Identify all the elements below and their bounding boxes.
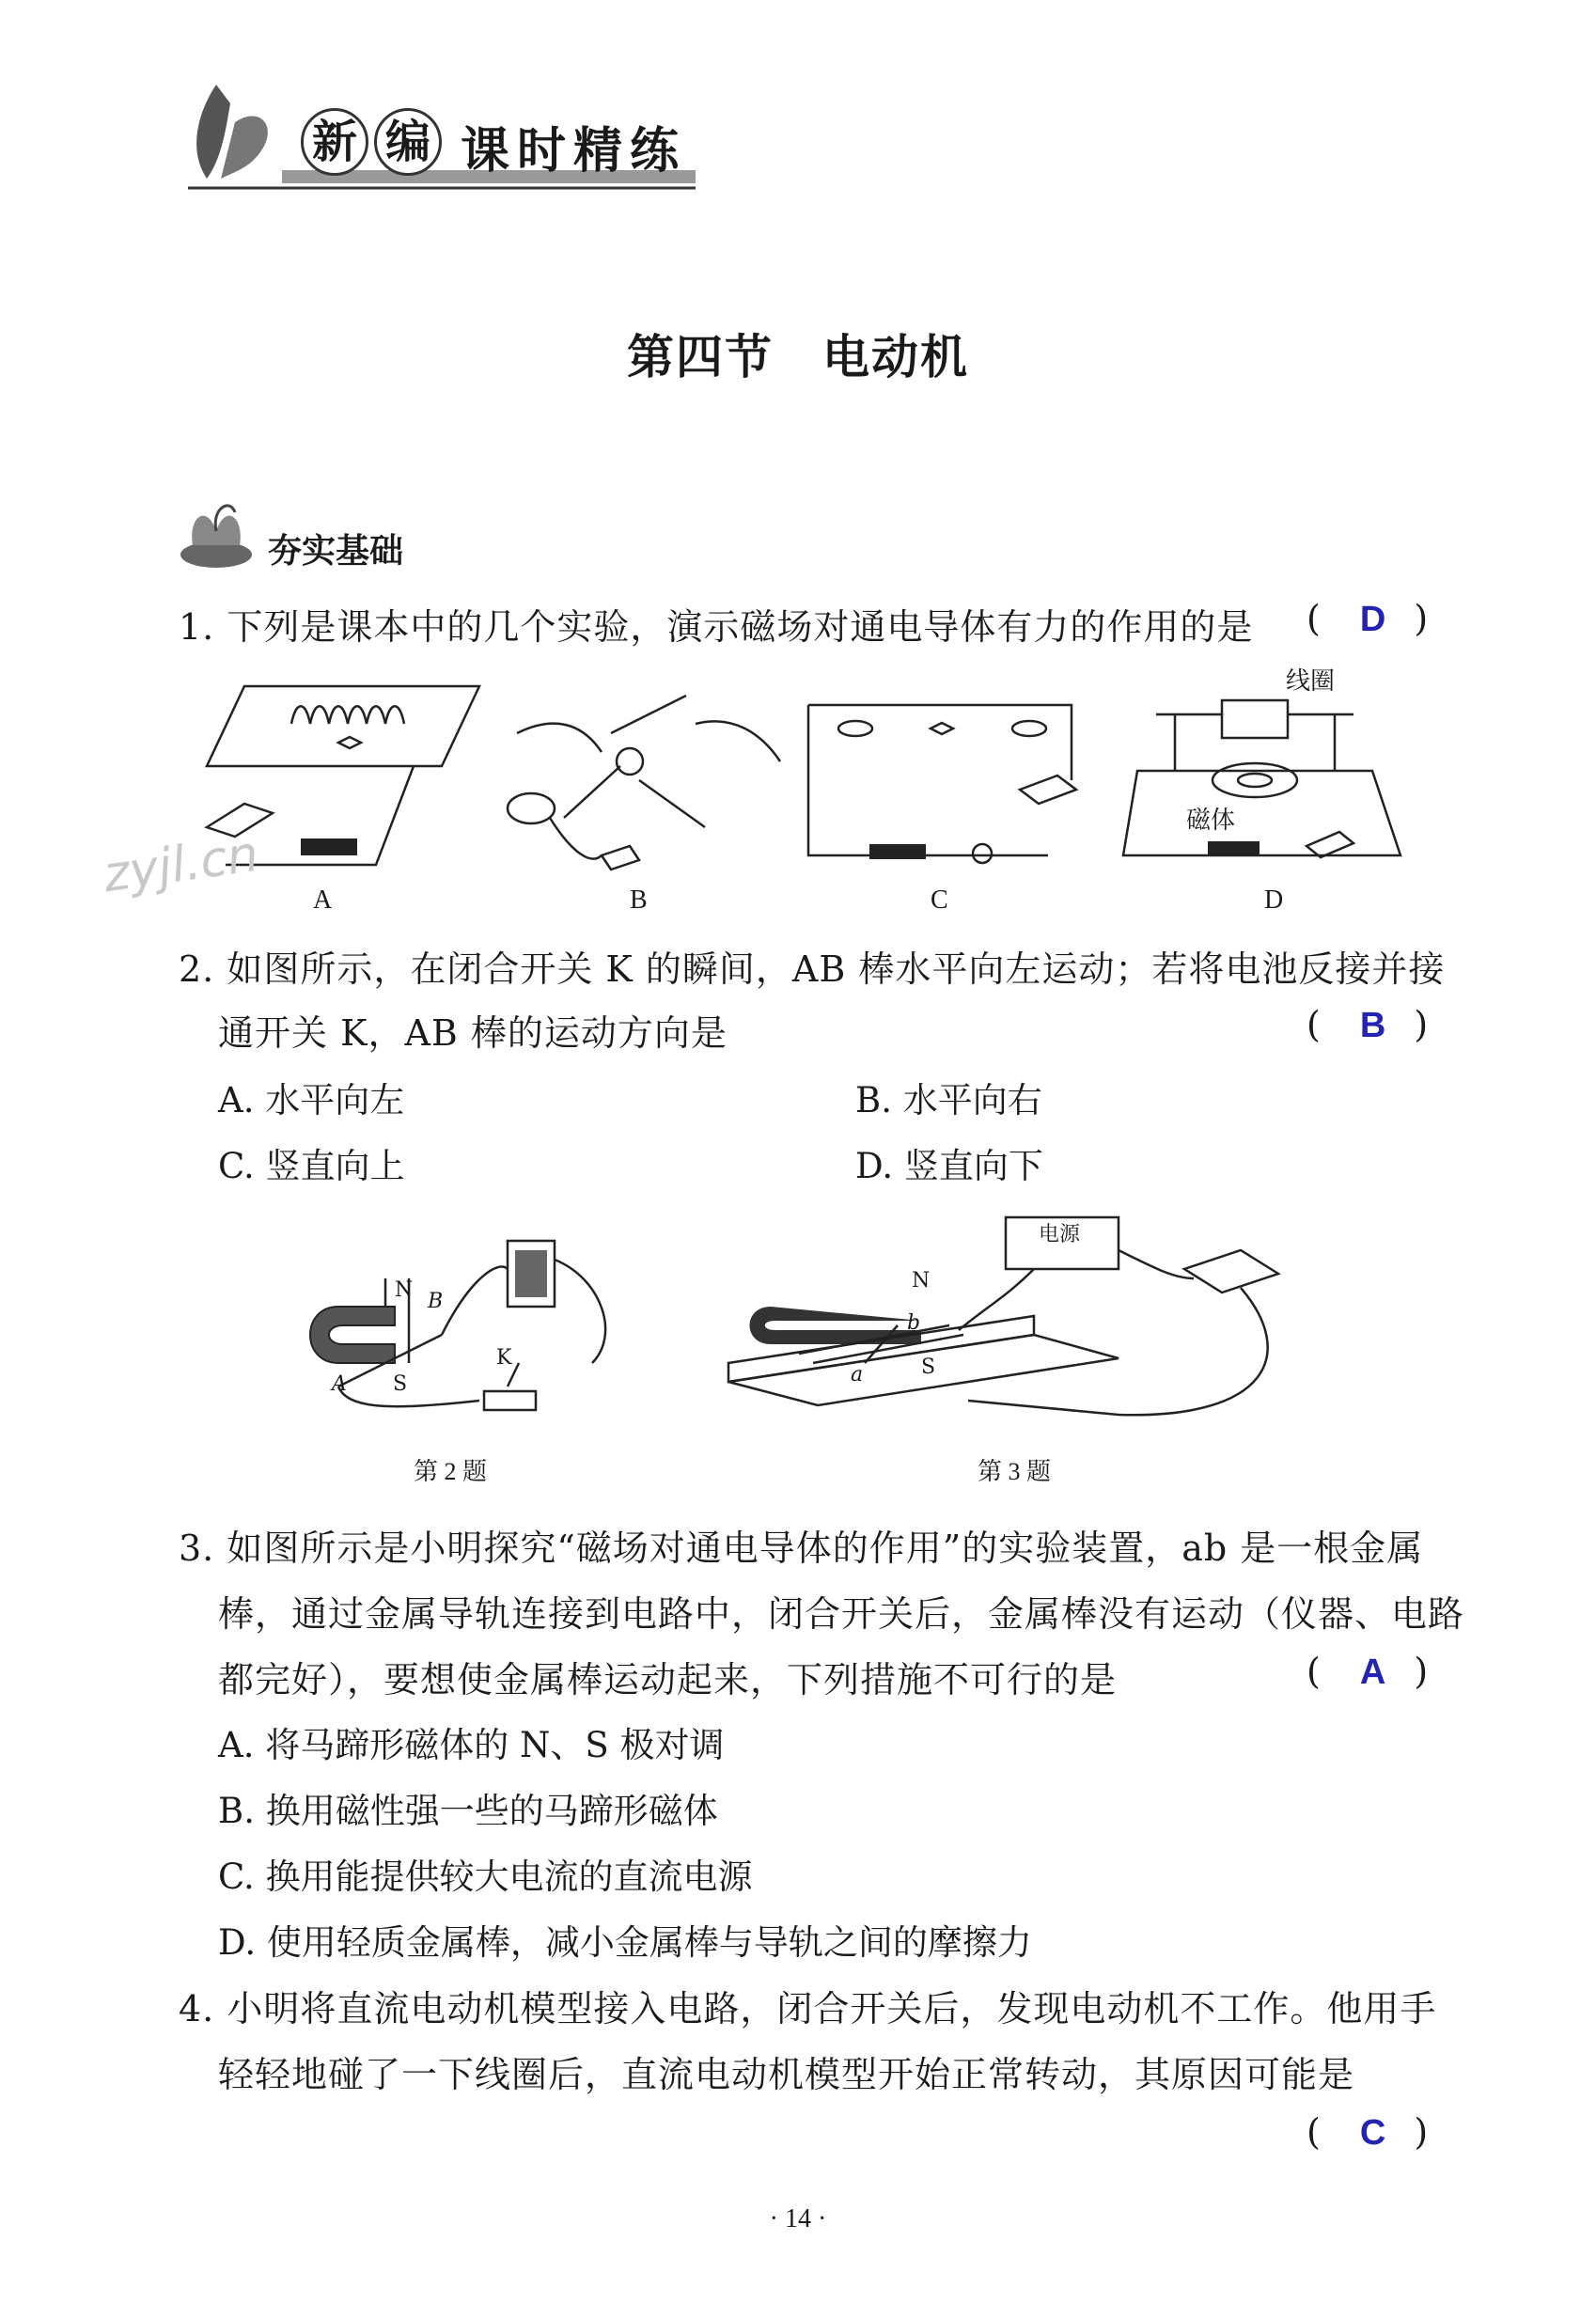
- q1-figure-b: [498, 677, 799, 884]
- watermark: zyjl.cn: [100, 825, 262, 904]
- q1-label-a: A: [313, 885, 333, 915]
- q1-figure-c: [804, 686, 1086, 884]
- fig2-s: S: [393, 1372, 408, 1396]
- q1-coil-label: 线圈: [1286, 667, 1336, 695]
- brand-char-1: 新: [301, 108, 368, 176]
- fig2-a: A: [332, 1372, 347, 1396]
- q3-option-a: A. 将马蹄形磁体的 N、S 极对调: [218, 1725, 725, 1765]
- question-4-answer: ( C ): [1307, 2111, 1429, 2153]
- question-4-line-1: 4. 小明将直流电动机模型接入电路，闭合开关后，发现电动机不工作。他用手: [179, 1988, 1437, 2029]
- question-2-answer: ( B ): [1307, 1004, 1429, 1045]
- q3-option-d: D. 使用轻质金属棒，减小金属棒与导轨之间的摩擦力: [218, 1922, 1032, 1963]
- q1-magnet-label: 磁体: [1186, 807, 1236, 834]
- q3-option-b: B. 换用磁性强一些的马蹄形磁体: [218, 1791, 718, 1831]
- q1-figure-d: [1119, 686, 1419, 884]
- answer-letter: B: [1359, 1006, 1386, 1045]
- q1-label-d: D: [1264, 885, 1284, 915]
- question-3-line-2: 棒，通过金属导轨连接到电路中，闭合开关后，金属棒没有运动（仪器、电路: [218, 1593, 1465, 1635]
- question-3-answer: ( A ): [1307, 1651, 1429, 1692]
- header-logo: [179, 66, 705, 197]
- fig2-b: B: [428, 1290, 444, 1313]
- question-3-line-1: 3. 如图所示是小明探究“磁场对通电导体的作用”的实验装置，ab 是一根金属: [179, 1528, 1424, 1569]
- q2-option-c: C. 竖直向上: [218, 1146, 405, 1186]
- answer-letter: C: [1359, 2113, 1386, 2153]
- fig3-power: 电源: [1039, 1223, 1081, 1246]
- question-4-line-2: 轻轻地碰了一下线圈后，直流电动机模型开始正常转动，其原因可能是: [218, 2054, 1355, 2095]
- question-2-line-1: 2. 如图所示，在闭合开关 K 的瞬间，AB 棒水平向左运动；若将电池反接并接: [179, 948, 1446, 990]
- question-3-line-3: 都完好），要想使金属棒运动起来，下列措施不可行的是: [218, 1659, 1118, 1700]
- answer-letter: D: [1359, 600, 1386, 639]
- figure-2: [282, 1222, 639, 1429]
- answer-letter: A: [1359, 1653, 1386, 1692]
- fig3-a: a: [851, 1363, 864, 1387]
- question-2-line-2: 通开关 K，AB 棒的运动方向是: [218, 1012, 728, 1054]
- q1-label-b: B: [630, 885, 648, 915]
- fig2-n: N: [395, 1278, 414, 1302]
- fig2-k: K: [496, 1346, 512, 1370]
- figure-2-caption: 第 2 题: [414, 1458, 488, 1485]
- page-title: 第四节 电动机: [627, 330, 969, 384]
- q2-option-b: B. 水平向右: [855, 1080, 1042, 1120]
- q3-option-c: C. 换用能提供较大电流的直流电源: [218, 1857, 753, 1897]
- section-label: 夯实基础: [268, 532, 404, 571]
- question-1-text: 1. 下列是课本中的几个实验，演示磁场对通电导体有力的作用的是: [179, 606, 1254, 648]
- figure-3-caption: 第 3 题: [978, 1458, 1052, 1485]
- flower-icon: [174, 489, 258, 573]
- q2-option-a: A. 水平向左: [218, 1080, 405, 1120]
- fig3-n: N: [912, 1269, 931, 1293]
- q2-option-d: D. 竖直向下: [855, 1146, 1043, 1186]
- question-1-answer: ( D ): [1307, 598, 1429, 639]
- brand-title: 课时精练: [461, 123, 687, 180]
- page-number: · 14 ·: [769, 2204, 827, 2233]
- fig3-s: S: [921, 1355, 936, 1379]
- brand-char-2: 编: [374, 108, 442, 176]
- q1-label-c: C: [931, 885, 948, 915]
- section-header: [174, 489, 456, 573]
- figure-3: [724, 1213, 1316, 1438]
- fig3-b: b: [907, 1311, 921, 1335]
